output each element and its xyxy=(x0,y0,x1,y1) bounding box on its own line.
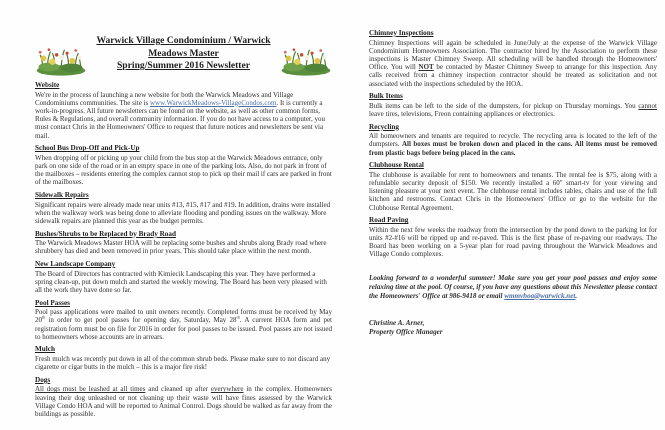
text-run: . A current HOA form and pet registration form must be on file for 2016 in order for pool passes to be issued. Pool passes are not issued to homeowners whose accounts are in arrears. xyxy=(35,316,332,341)
title-line-1: Warwick Village Condominium / Warwick Meadows Master xyxy=(96,35,271,59)
section-paragraph xyxy=(369,226,657,259)
section-heading: School Bus Drop-Off and Pick-Up xyxy=(35,144,140,153)
newsletter-section xyxy=(35,81,332,140)
newsletter-masthead xyxy=(35,26,332,76)
closing-message xyxy=(369,274,657,301)
newsletter-section xyxy=(35,144,332,186)
section-heading: Bushes/Shrubs to be Replaced by Brady Road xyxy=(35,229,176,238)
text-run: NOT xyxy=(418,63,434,72)
text-run: All dogs must be leashed at all times xyxy=(35,385,146,394)
section-paragraph xyxy=(35,308,332,341)
section-heading: Chimney Inspections xyxy=(369,29,434,37)
text-run: in the complex. Homeowners leaving their dog unleashed or not cleaning up their waste will have fines assessed by the Warwick Village Condo HOA and will be reported to Animal Control. Dogs should be walked as far away from the buildings as possible. xyxy=(35,385,332,418)
text-run: Chimney Inspections will again be scheduled in June/July at the expense of the Warwick Village Condominium Homeowners Association. The contractor hired by the Association to perform these inspections is Master Chimney Sweep. All scheduling will be handled through the Homeowners' Office. You will xyxy=(369,38,657,72)
section-heading: Mulch xyxy=(35,345,55,354)
left-sections-container xyxy=(35,81,332,418)
text-run: All boxes must be broken down and placed in the cans. All items must be removed from plastic bags before being placed in the cans. xyxy=(369,140,658,157)
section-heading: Pool Passes xyxy=(35,298,70,307)
text-run: Pool pass applications were mailed to unit owners recently. Completed forms must be received by May 20 xyxy=(35,308,332,325)
section-heading: Dogs xyxy=(35,375,51,384)
newsletter-title xyxy=(87,26,280,73)
section-paragraph xyxy=(369,132,657,157)
newsletter-section xyxy=(35,376,332,418)
section-heading: New Landscape Company xyxy=(35,260,116,269)
text-run: Within the next few weeks the roadway from the intersection by the pond down to the parking lot for units #2-#16 will be ripped up and re-paved. This is the first phase of re-paving our roadways. The Board has been working on a 5-year plan for road paving throughout the Warwick Meadows and Village Condo complexes. xyxy=(369,225,657,259)
text-run: When dropping off or picking up your child from the bus stop at the Warwick Meadows entrance, only park on one side of the road or in an empty space in one of the parking lots. Also, do not park in front of the mailboxes – residents entering the complex cannot stop to pick up their mail if cars are parked in front of the mailboxes. xyxy=(35,153,332,187)
hyperlink[interactable]: www.WarwickMeadows-VillageCondos.com xyxy=(149,98,277,107)
section-paragraph xyxy=(35,201,332,226)
right-column xyxy=(369,29,657,337)
text-run: All homeowners and tenants are required to recycle. The recycling area is located to the left of the dumpsters. xyxy=(369,132,657,149)
text-run: We're in the process of launching a new website for both the Warwick Meadows and Village Condominiums communities. The site is xyxy=(35,90,294,107)
section-paragraph xyxy=(35,91,332,140)
title-line-2: Spring/Summer 2016 Newsletter xyxy=(116,60,251,71)
text-run: in order to get pool passes for opening day, Saturday, May 28 xyxy=(45,316,237,325)
newsletter-section xyxy=(35,191,332,225)
section-heading: Bulk Items xyxy=(369,92,403,101)
newsletter-section xyxy=(35,230,332,256)
newsletter-section xyxy=(369,161,657,212)
section-paragraph xyxy=(35,355,332,371)
section-paragraph xyxy=(35,154,332,187)
text-run: leave tires, televisions, Freon containing appliances or electronics. xyxy=(369,109,555,118)
text-run: th xyxy=(42,315,46,321)
right-sections-container xyxy=(369,29,657,259)
section-paragraph xyxy=(369,39,657,88)
section-paragraph xyxy=(35,239,332,255)
section-paragraph xyxy=(369,171,657,212)
text-run: and cleaned up after xyxy=(145,385,211,394)
newsletter-section xyxy=(369,216,657,258)
text-run: The Board of Directors has contracted with Kimiecik Landscaping this year. They have performed a spring clean-up, put down mulch and started the weekly mowing. The Board has been very pleased with all the work they have done so far. xyxy=(35,269,327,294)
text-run: Bulk items can be left to the side of the dumpsters, for pickup on Thursday mornings. You xyxy=(369,101,639,110)
section-heading: Website xyxy=(35,81,60,89)
text-run: Fresh mulch was recently put down in all of the common shrub beds. Please make sure to not discard any cigarette or cigar butts in the mulch – this is a major fire risk! xyxy=(35,354,331,372)
section-paragraph xyxy=(369,102,657,118)
newsletter-section xyxy=(35,299,332,341)
text-run: The clubhouse is available for rent to homeowners and tenants. The rental fee is $75, along with a refundable security deposit of $150. We recently installed a 60" smart-tv for your viewing and listening pleasure at your next event. The clubhouse rental includes tables, chairs and use of the full kitchen and restrooms. Contact Chris in the Homeowners' Office or go to the website for the Clubhouse Rental Agreement. xyxy=(369,170,657,212)
newsletter-section xyxy=(369,29,657,88)
wildflowers-clipart-left-icon xyxy=(35,32,87,76)
text-run: Looking forward to a wonderful summer! Make sure you get your pool passes and enjoy some relaxing time at the pool. Of course, if you have any questions about this Newsletter please contact the Homeowners' Office at 986-9418 or email xyxy=(369,273,657,300)
text-run: everywhere xyxy=(210,385,244,394)
text-run: be contacted by Master Chimney Sweep to arrange for this inspection. Any calls received from a chimney inspection contractor should be treated as solicitation and not associated with the inspections scheduled by the HOA. xyxy=(369,63,658,88)
newsletter-section xyxy=(369,123,657,157)
section-paragraph xyxy=(35,385,332,418)
text-run: The Warwick Meadows Master HOA will be replacing some bushes and shrubs along Brady road where shrubbery has died and been removed in prior years. This should take place within the next month. xyxy=(35,239,327,256)
section-heading: Clubhouse Rental xyxy=(369,161,424,170)
section-heading: Recycling xyxy=(369,122,399,131)
left-column xyxy=(35,26,332,423)
text-run: . xyxy=(575,291,578,300)
signature-name: Christine A. Arner, xyxy=(369,318,425,327)
section-heading: Sidewalk Repairs xyxy=(35,191,89,200)
newsletter-section xyxy=(35,345,332,371)
hyperlink[interactable]: wmmvhoa@warwick.net xyxy=(504,291,576,300)
signature-role: Property Office Manager xyxy=(369,327,443,336)
newsletter-section xyxy=(35,260,332,294)
section-paragraph xyxy=(35,270,332,295)
text-run: Significant repairs were already made near units #13, #15, #17 and #19. In addition, drains were installed when the walkway work was being done to alleviate flooding and ponding issues on the walkway. More sidewalk repairs are planned this year as the budget permits. xyxy=(35,200,331,225)
text-run: cannot xyxy=(638,101,657,110)
newsletter-section xyxy=(369,92,657,118)
section-heading: Road Paving xyxy=(369,216,409,225)
signature-block xyxy=(369,319,657,337)
text-run: . It is currently a work-in-progress. All future newsletters can be found on the website, as well as other common forms, Rules & Regulations, and overall community information. If you do not have access to a computer, you must contact Chris in the Homeowners' Office to request that future notices and newsletters be sent via mail. xyxy=(35,98,325,140)
wildflowers-clipart-right-icon xyxy=(280,32,332,76)
text-run: th xyxy=(236,315,240,321)
